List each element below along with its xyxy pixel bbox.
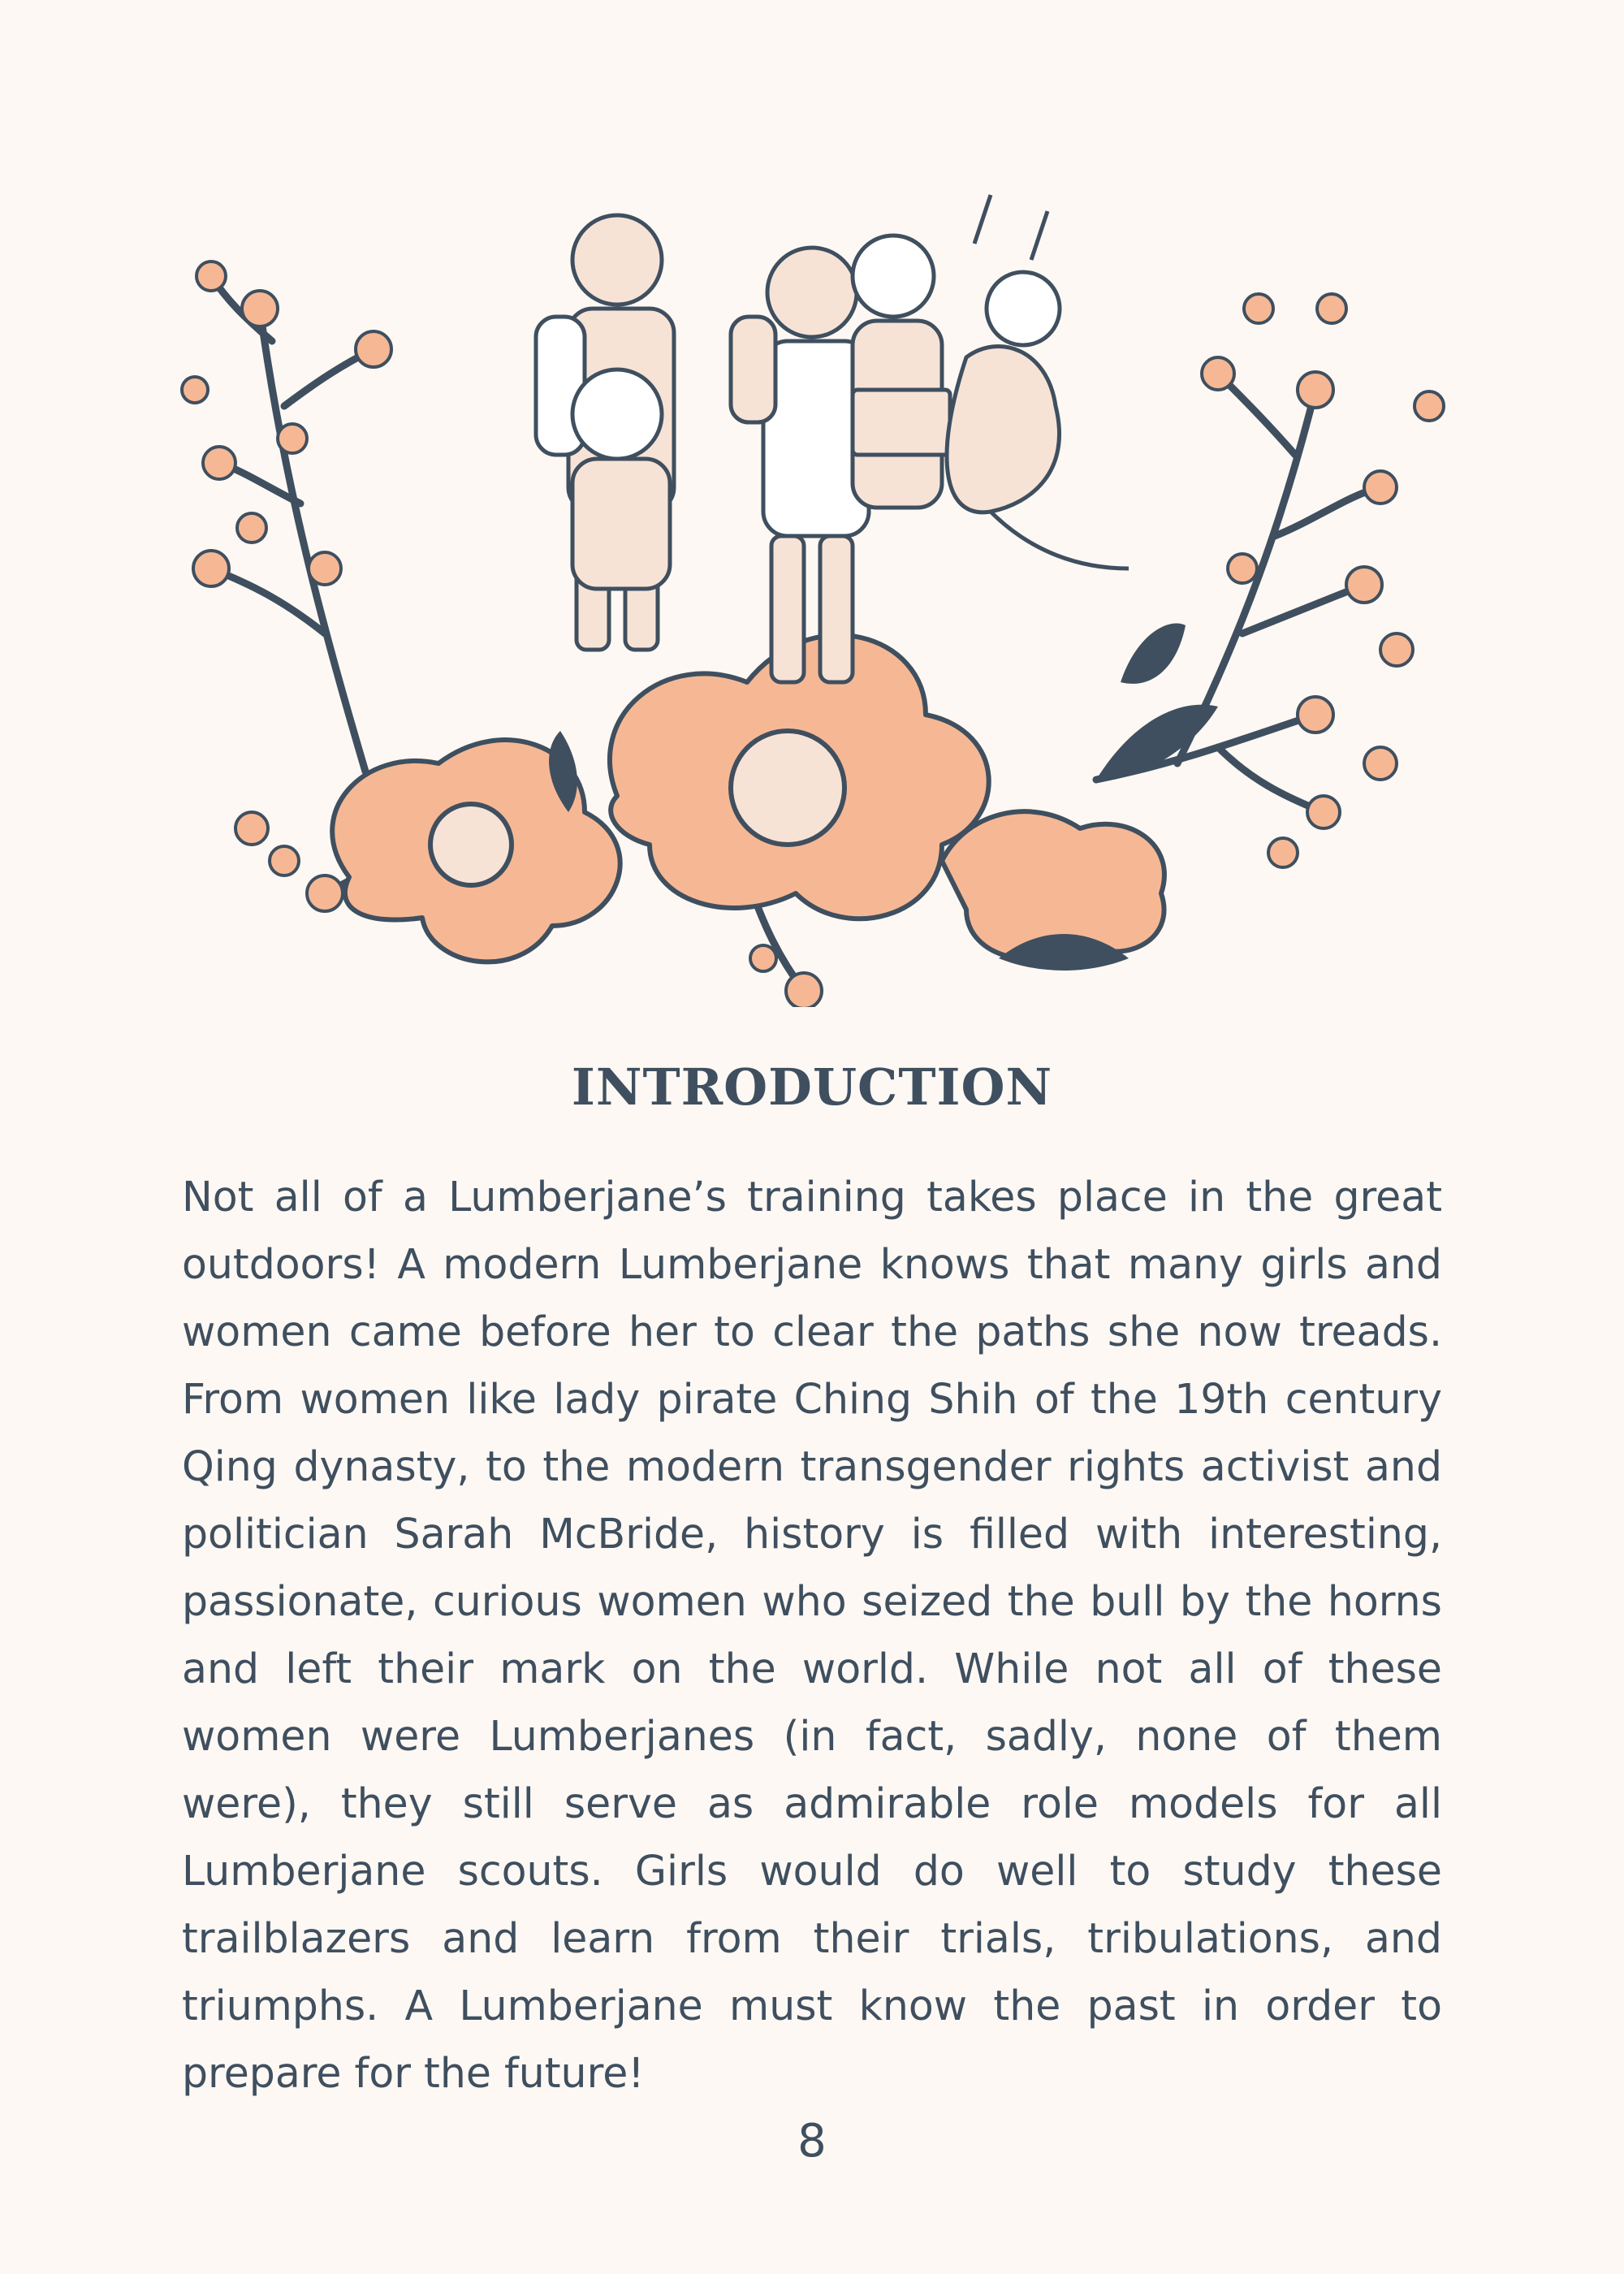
illustration-svg bbox=[162, 146, 1462, 1007]
scouts-group bbox=[536, 195, 1129, 682]
large-flowers bbox=[332, 635, 1164, 962]
page-title: INTRODUCTION bbox=[571, 1057, 1053, 1117]
body-paragraph: Not all of a Lumberjane’s training takes place in the great outdoors! A modern Lumberjane knows that many girls and women came before her to clear the paths she now treads. From women like lady pirate Ching Shih of the 19th century Qing dynasty, to the modern transgender rights activist and politician Sarah McBride, history is filled with interesting, passionate, curious women who seized the bull by the horns and left their mark on the world. While not all of these women were Lumberjanes (in fact, sadly, none of them were), they still serve as admirable role models for all Lumberjane scouts. Girls would do well to study these trailblazers and learn from their trials, tribulations, and triumphs. A Lumberjane must know the past in order to prepare for the future! bbox=[182, 1173, 1442, 2097]
page-number: 8 bbox=[797, 2115, 827, 2168]
floral-scouts-illustration bbox=[162, 146, 1462, 1007]
